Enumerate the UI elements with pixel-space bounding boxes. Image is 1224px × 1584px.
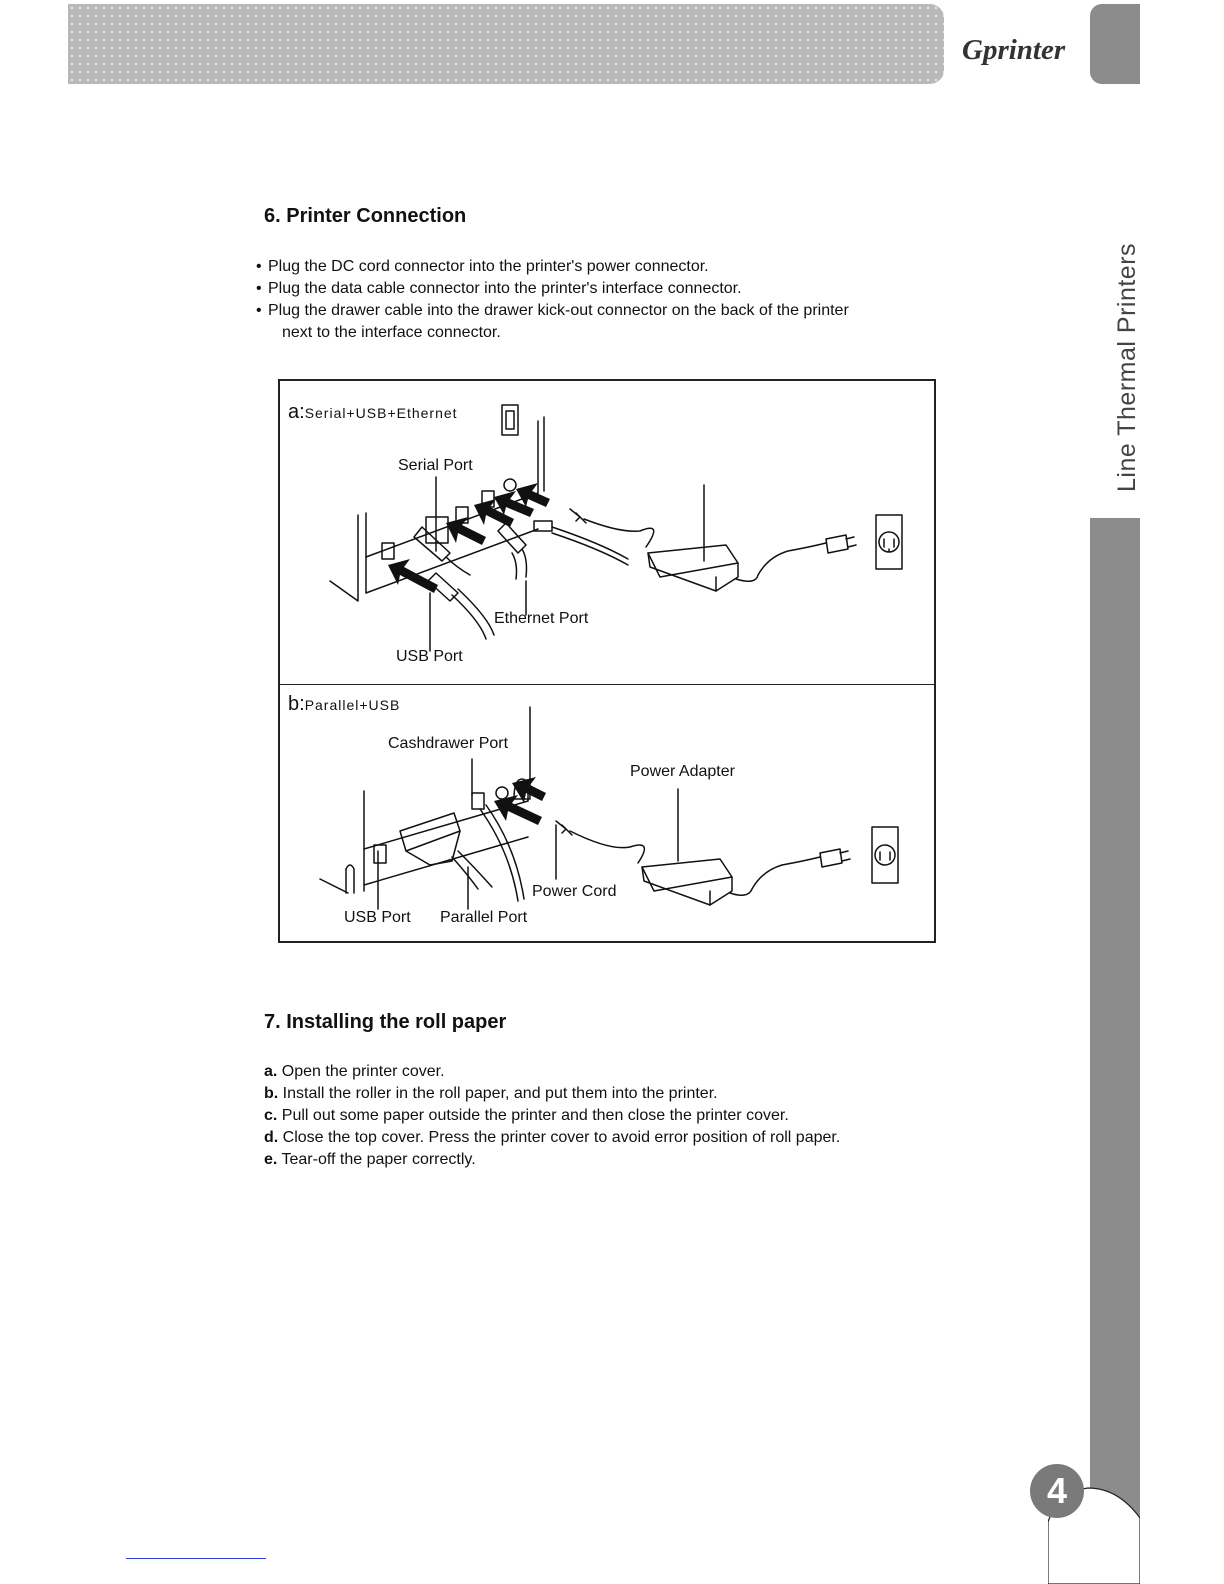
- usb-port-label-b: USB Port: [344, 909, 411, 926]
- power-adapter-label: Power Adapter: [630, 763, 735, 780]
- side-bar: [1090, 518, 1140, 1584]
- step-text: Tear-off the paper correctly.: [281, 1151, 476, 1168]
- panel-b-letter: b:: [288, 693, 305, 715]
- step-text: Install the roller in the roll paper, and put them into the printer.: [282, 1085, 718, 1102]
- panel-a-title: [288, 401, 458, 424]
- cashdrawer-port-label: Cashdrawer Port: [388, 735, 509, 752]
- page-number-badge: 4: [1030, 1464, 1084, 1518]
- step-letter: c.: [264, 1107, 278, 1124]
- step-text: Pull out some paper outside the printer and then close the printer cover.: [281, 1107, 789, 1124]
- connection-bullets: [256, 256, 896, 344]
- step-letter: e.: [264, 1151, 278, 1168]
- brand-logo: Gprinter: [962, 34, 1066, 66]
- install-steps: [264, 1061, 904, 1171]
- step-letter: d.: [264, 1129, 279, 1146]
- bullet-continuation: next to the interface connector.: [282, 324, 501, 341]
- panel-a-drawing: [330, 405, 902, 651]
- serial-port-label: Serial Port: [398, 457, 473, 474]
- panel-b-name: Parallel+USB: [304, 697, 401, 713]
- bullet-item: • Plug the data cable connector into the printer's interface connector.: [256, 278, 896, 300]
- step-letter: a.: [264, 1063, 278, 1080]
- parallel-port-label: Parallel Port: [440, 909, 528, 926]
- step-text: Open the printer cover.: [281, 1063, 445, 1080]
- footer-link-line[interactable]: [126, 1558, 266, 1559]
- usb-port-label-a: USB Port: [396, 648, 463, 665]
- panel-a-letter: a:: [288, 401, 305, 423]
- step-item: [264, 1127, 904, 1149]
- panel-a-name: Serial+USB+Ethernet: [304, 405, 458, 421]
- step-item: [264, 1105, 904, 1127]
- connection-figure: [278, 379, 936, 943]
- step-item: [264, 1061, 904, 1083]
- power-cord-label: Power Cord: [532, 883, 617, 900]
- section-7-title: 7. Installing the roll paper: [264, 1011, 507, 1033]
- header-tab: [1090, 4, 1140, 84]
- header-band: [68, 4, 944, 84]
- side-title: [1085, 240, 1141, 500]
- step-text: Close the top cover. Press the printer cover to avoid error position of roll paper.: [282, 1129, 841, 1146]
- step-letter: b.: [264, 1085, 279, 1102]
- bullet-item: • Plug the DC cord connector into the printer's power connector.: [256, 256, 896, 278]
- bullet-item: • Plug the drawer cable into the drawer kick-out connector on the back of the printer: [256, 300, 896, 322]
- section-6-title: 6. Printer Connection: [264, 205, 467, 227]
- side-title-text: Line Thermal Printers: [1113, 242, 1141, 492]
- step-item: [264, 1083, 904, 1105]
- connection-illustration: [280, 381, 934, 941]
- ethernet-port-label: Ethernet Port: [494, 610, 589, 627]
- step-item: [264, 1149, 904, 1171]
- panel-b-title: [288, 693, 400, 716]
- figure-divider: [280, 684, 934, 685]
